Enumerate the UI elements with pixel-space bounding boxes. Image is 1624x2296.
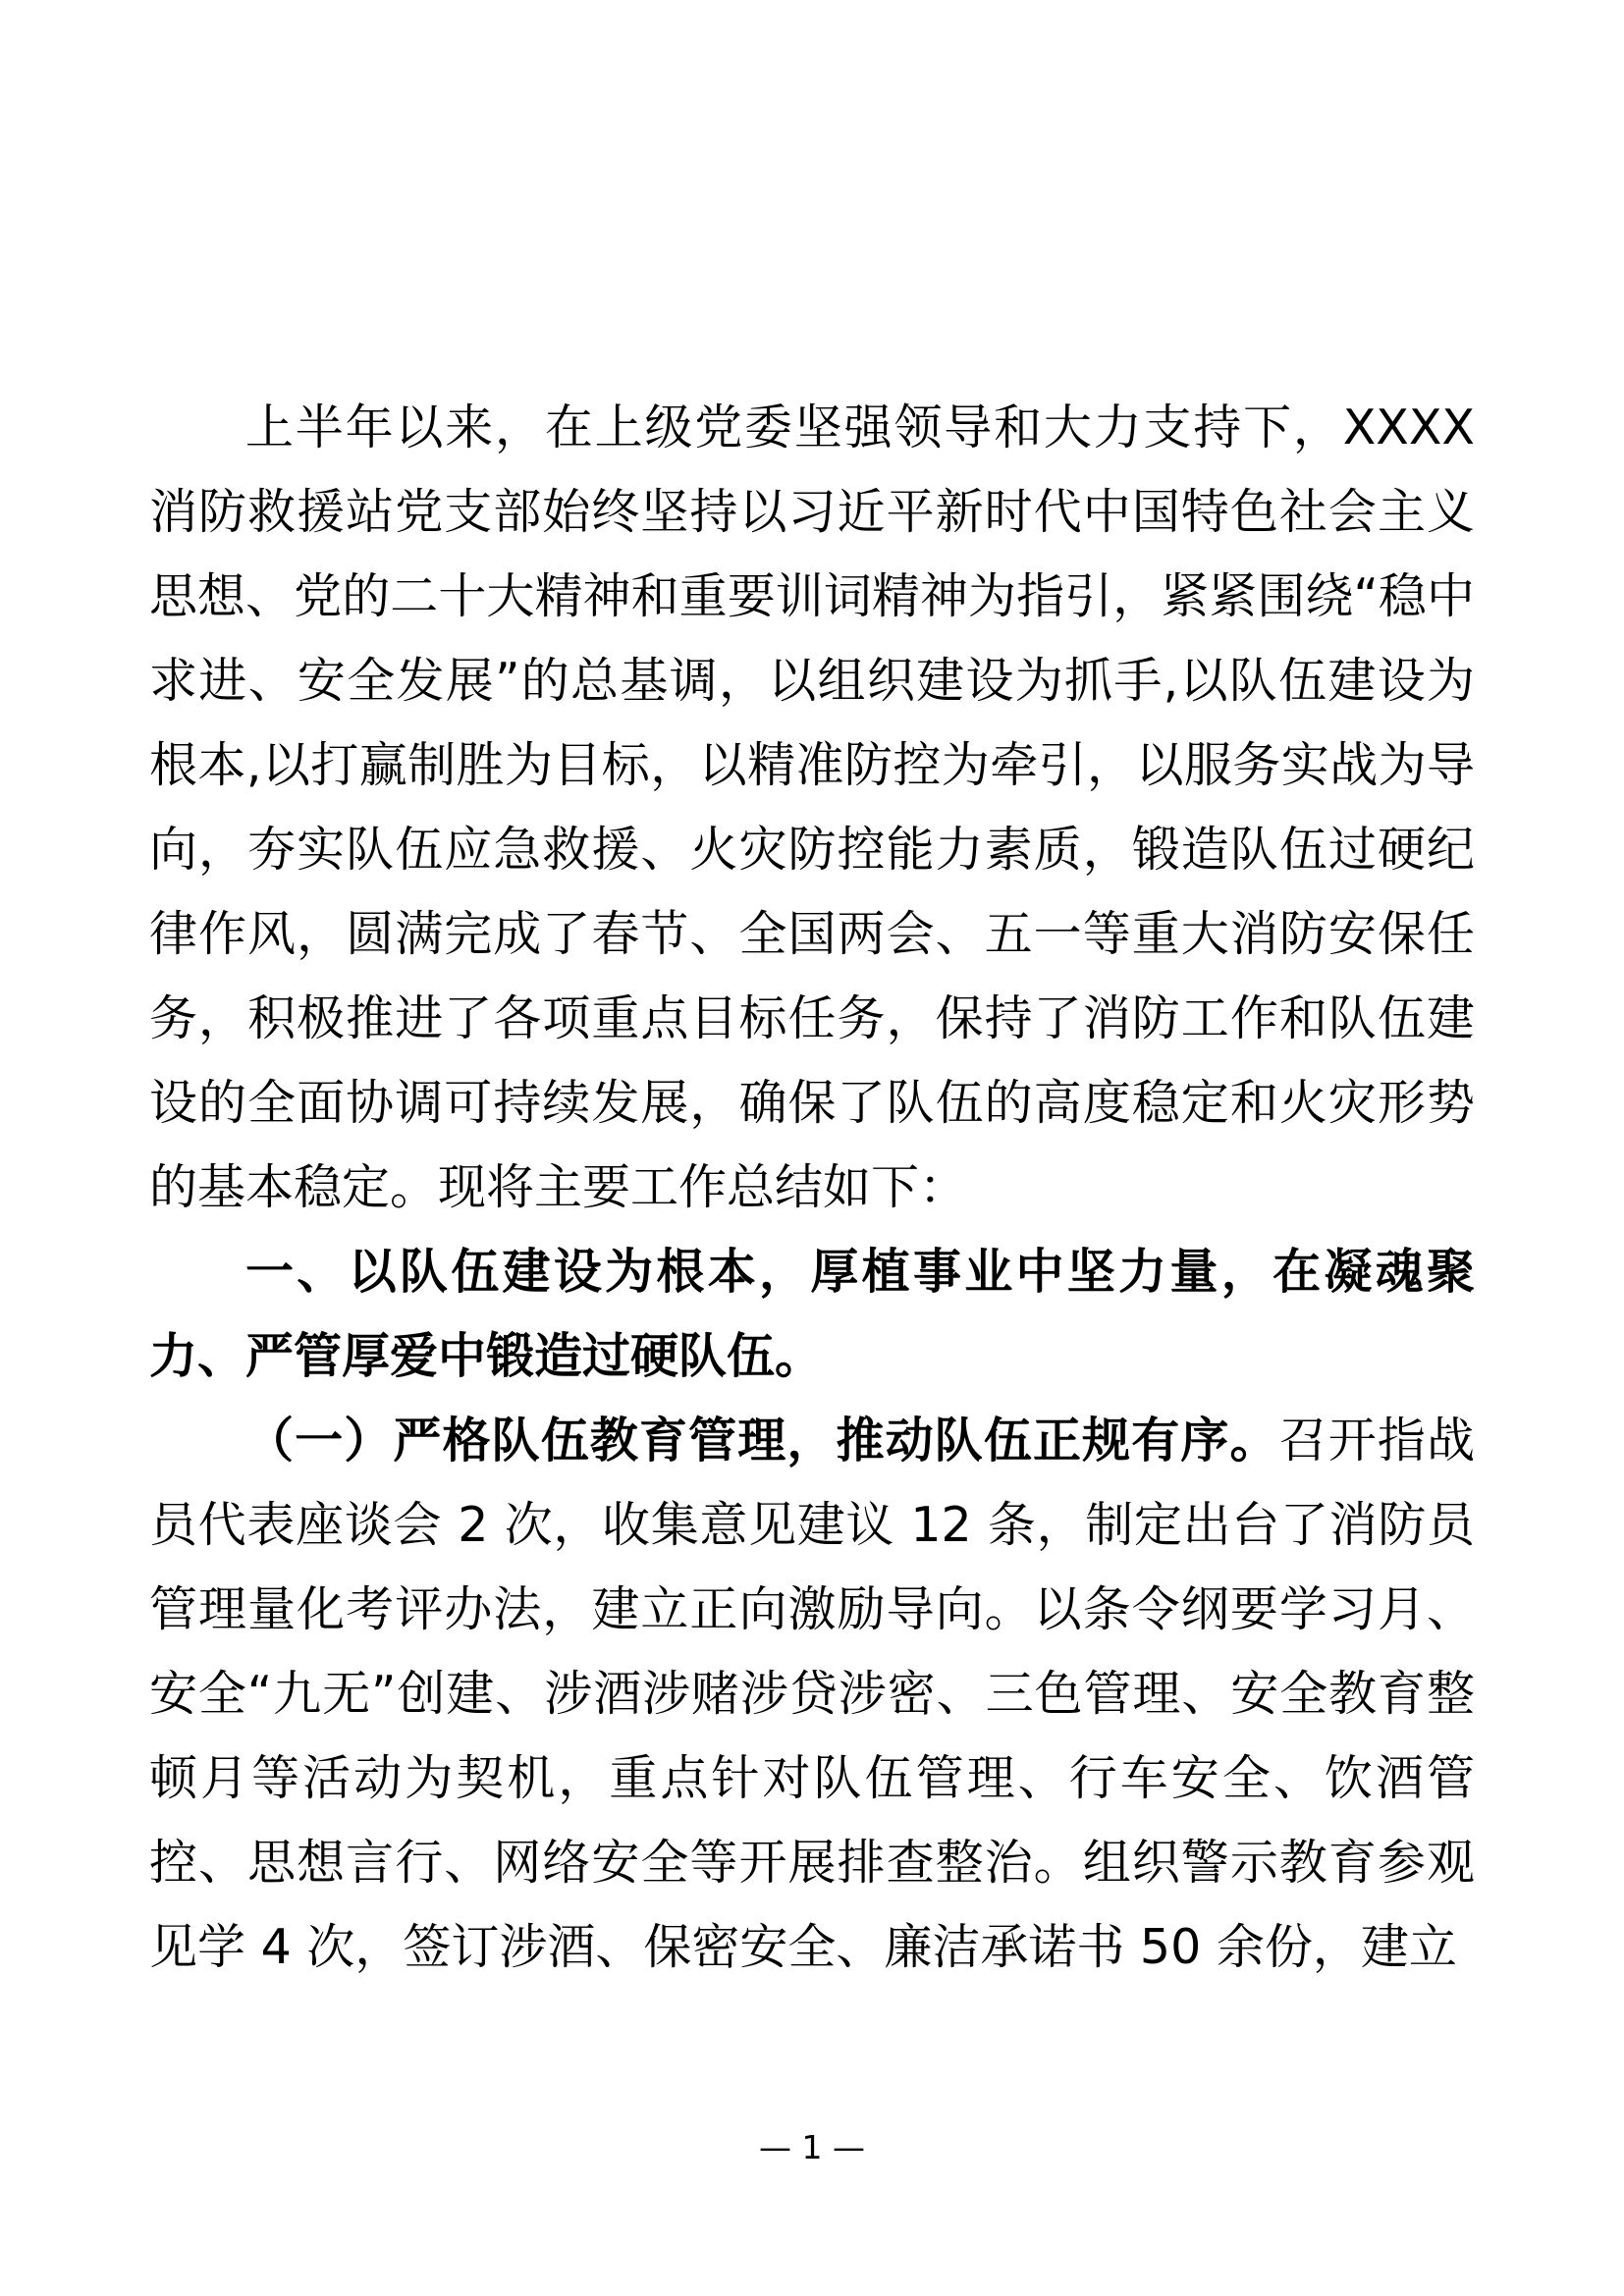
heading-section-one: 一、以队伍建设为根本，厚植事业中坚力量，在凝魂聚力、严管厚爱中锻造过硬队伍。 <box>149 1244 1475 1384</box>
document-body <box>149 386 1475 1990</box>
paragraph-intro: 上半年以来，在上级党委坚强领导和大力支持下，XXXX消防救援站党支部始终坚持以习近平新时代中国特色社会主义思想、党的二十大精神和重要训词精神为指引，紧紧围绕“稳中求进、安全发展”的总基调，以组织建设为抓手,以队伍建设为根本,以打赢制胜为目标，以精准防控为牵引，以服务实战为导向，夯实队伍应急救援、火灾防控能力素质，锻造队伍过硬纪律作风，圆满完成了春节、全国两会、五一等重大消防安保任务，积极推进了各项重点目标任务，保持了消防工作和队伍建设的全面协调可持续发展，确保了队伍的高度稳定和火灾形势的基本稳定。现将主要工作总结如下： <box>149 400 1475 1215</box>
paragraph-subsection-one-text: 召开指战员代表座谈会 2 次，收集意见建议 12 条，制定出台了消防员管理量化考评办法，建立正向激励导向。以条令纲要学习月、安全“九无”创建、涉酒涉赌涉贷涉密、三色管理、安全教育整顿月等活动为契机，重点针对队伍管理、行车安全、饮酒管控、思想言行、网络安全等开展排查整治。组织警示教育参观见学 4 次，签订涉酒、保密安全、廉洁承诺书 50 余份，建立 <box>149 1413 1475 1975</box>
paragraph-subsection-one <box>149 1399 1475 1990</box>
page-number: — 1 — <box>759 2128 865 2166</box>
subheading-one-one: （一）严格队伍教育管理，推动队伍正规有序。 <box>245 1413 1279 1468</box>
